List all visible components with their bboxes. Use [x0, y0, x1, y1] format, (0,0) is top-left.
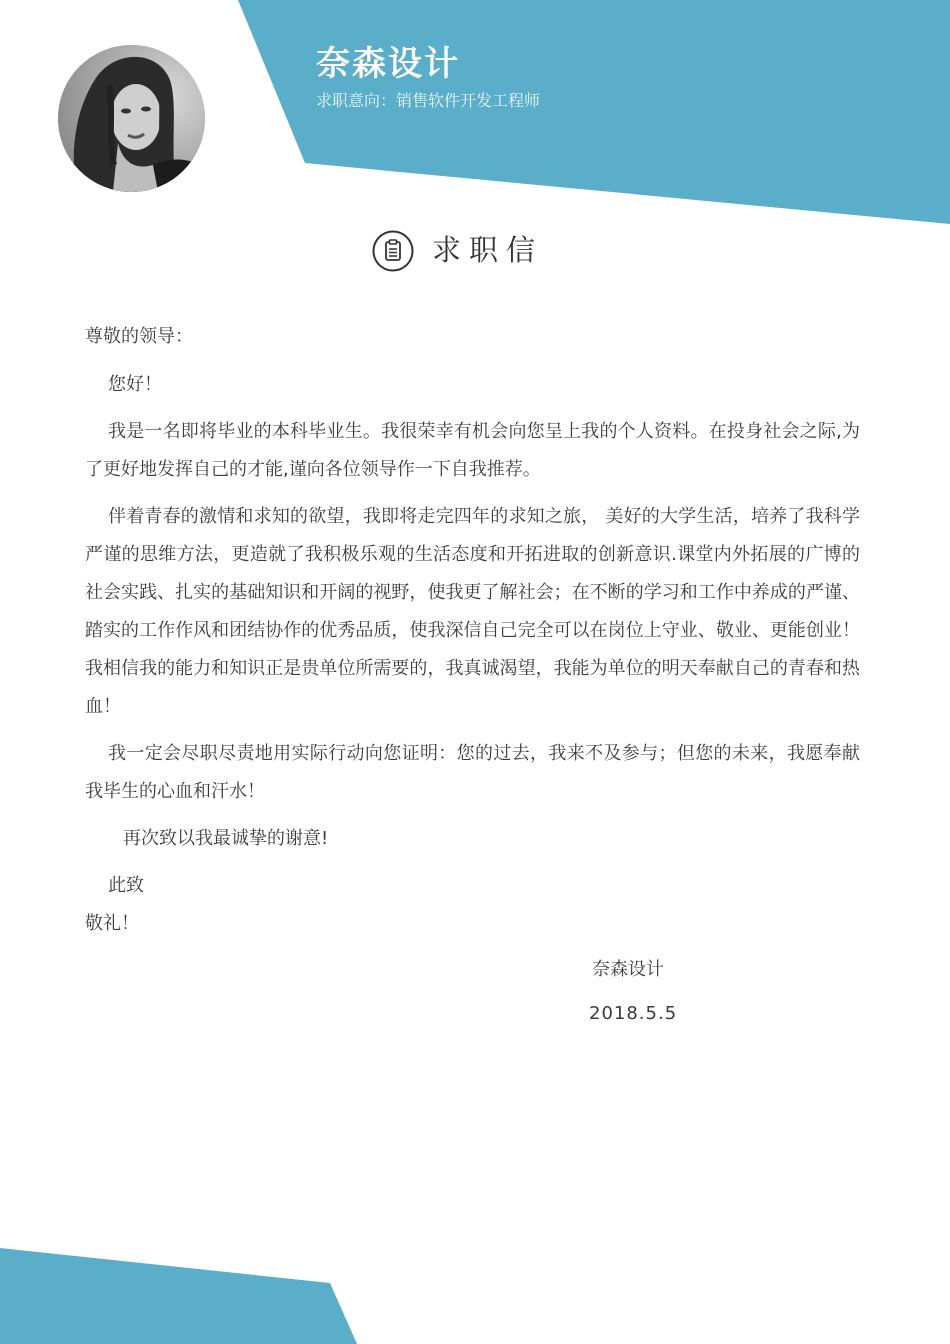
closing-line-2: 敬礼！	[85, 913, 139, 934]
paragraph: 我是一名即将毕业的本科毕业生。我很荣幸有机会向您呈上我的个人资料。在投身社会之际,为了更好地发挥自己的才能,谨向各位领导作一下自我推荐。	[85, 421, 860, 480]
paragraph: 我一定会尽职尽责地用实际行动向您证明：您的过去，我来不及参与；但您的未来，我愿奉献我毕生的心血和汗水！	[85, 743, 860, 802]
signature: 奈森设计	[592, 959, 664, 980]
signature-date: 2018.5.5	[589, 1003, 678, 1024]
page-title	[0, 226, 950, 276]
letter-body	[85, 318, 860, 943]
header-name: 奈森设计	[316, 44, 460, 84]
avatar	[58, 45, 205, 192]
footer-banner	[0, 1240, 950, 1344]
thanks-line: 再次致以我最诚挚的谢意!	[123, 828, 329, 849]
title-text: 求职信	[432, 233, 544, 267]
clipboard-icon	[372, 230, 414, 272]
closing-line-1: 此致	[108, 875, 144, 896]
greeting: 您好！	[108, 374, 162, 395]
salutation: 尊敬的领导：	[85, 326, 193, 347]
job-intent: 求职意向：销售软件开发工程师	[316, 91, 541, 110]
paragraph: 伴着青春的激情和求知的欲望，我即将走完四年的求知之旅， 美好的大学生活，培养了我科学严谨的思维方法，更造就了我积极乐观的生活态度和开拓进取的创新意识.课堂内外拓展的广博的社会实践、扎实的基础知识和开阔的视野，使我更了解社会；在不断的学习和工作中养成的严谨、踏实的工作作风和团结协作的优秀品质，使我深信自己完全可以在岗位上守业、敬业、更能创业！我相信我的能力和知识正是贵单位所需要的，我真诚渴望，我能为单位的明天奉献自己的青春和热血！	[85, 506, 860, 717]
